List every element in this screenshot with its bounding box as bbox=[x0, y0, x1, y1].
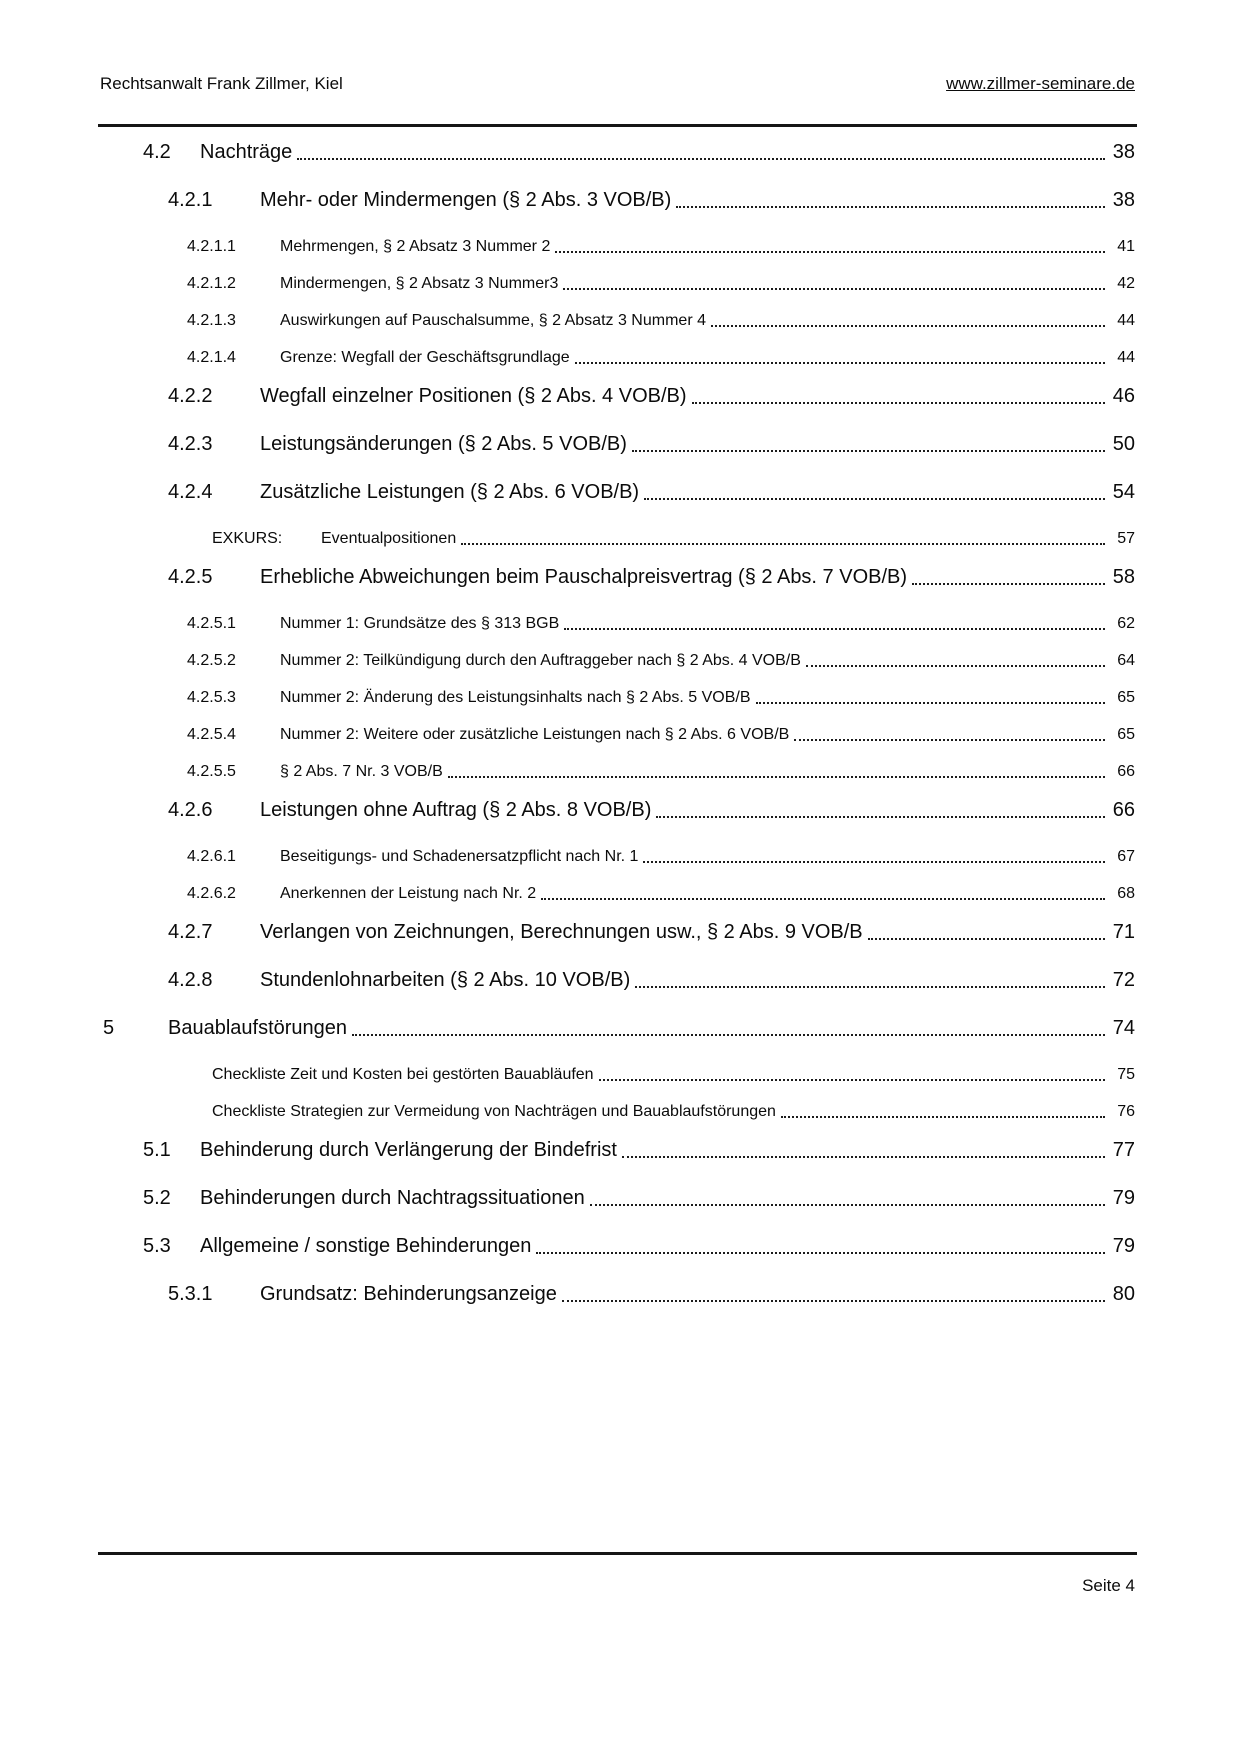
toc-entry[interactable] bbox=[100, 1138, 1135, 1163]
toc-entry-title: Behinderung durch Verlängerung der Bindefrist bbox=[200, 1139, 617, 1161]
dot-leader bbox=[541, 898, 1105, 900]
dot-leader bbox=[794, 739, 1105, 741]
toc-entry-number: 4.2.4 bbox=[168, 481, 213, 503]
toc-entry[interactable] bbox=[100, 273, 1135, 294]
toc-entry-title: Beseitigungs- und Schadenersatzpflicht nach Nr. 1 bbox=[280, 848, 639, 865]
toc-entry-number: 4.2.5.3 bbox=[187, 689, 236, 706]
toc-entry[interactable] bbox=[100, 236, 1135, 257]
dot-leader bbox=[575, 362, 1105, 364]
dot-leader bbox=[590, 1204, 1105, 1206]
dot-leader bbox=[536, 1252, 1105, 1254]
toc-entry-page: 64 bbox=[1117, 652, 1135, 669]
toc-entry-title: Verlangen von Zeichnungen, Berechnungen usw., § 2 Abs. 9 VOB/B bbox=[260, 921, 863, 943]
toc-entry-number: 4.2.2 bbox=[168, 385, 213, 407]
toc-entry-number: 5.3 bbox=[143, 1235, 171, 1257]
toc-entry-page: 67 bbox=[1117, 848, 1135, 865]
toc-entry-number: 4.2.8 bbox=[168, 969, 213, 991]
dot-leader bbox=[622, 1156, 1105, 1158]
dot-leader bbox=[806, 665, 1105, 667]
toc-entry-page: 57 bbox=[1117, 530, 1135, 547]
toc-entry[interactable] bbox=[100, 650, 1135, 671]
dot-leader bbox=[912, 583, 1105, 585]
toc-entry-title: Grenze: Wegfall der Geschäftsgrundlage bbox=[280, 349, 570, 366]
toc-entry-number: 5.1 bbox=[143, 1139, 171, 1161]
toc-entry-title: § 2 Abs. 7 Nr. 3 VOB/B bbox=[280, 763, 443, 780]
toc-entry-title: Mehr- oder Mindermengen (§ 2 Abs. 3 VOB/B) bbox=[260, 189, 672, 211]
toc-entry-title: Nummer 1: Grundsätze des § 313 BGB bbox=[280, 615, 560, 632]
toc-list bbox=[100, 140, 1135, 1330]
toc-entry-number: 4.2.1.2 bbox=[187, 275, 236, 292]
toc-entry[interactable] bbox=[100, 920, 1135, 945]
toc-entry-title: Leistungen ohne Auftrag (§ 2 Abs. 8 VOB/B) bbox=[260, 799, 652, 821]
toc-entry[interactable] bbox=[100, 432, 1135, 457]
toc-entry-page: 54 bbox=[1112, 481, 1135, 503]
toc-entry-title: Bauablaufstörungen bbox=[168, 1017, 348, 1039]
toc-entry-number: 5.3.1 bbox=[168, 1283, 213, 1305]
toc-entry-page: 41 bbox=[1117, 238, 1135, 255]
toc-entry[interactable] bbox=[100, 384, 1135, 409]
toc-entry-page: 38 bbox=[1112, 189, 1135, 211]
toc-entry-number: 4.2 bbox=[143, 141, 171, 163]
toc-entry[interactable] bbox=[100, 310, 1135, 331]
toc-entry[interactable] bbox=[100, 1282, 1135, 1307]
dot-leader bbox=[297, 158, 1105, 160]
dot-leader bbox=[656, 816, 1105, 818]
toc-entry-number: 4.2.7 bbox=[168, 921, 213, 943]
toc-entry-title: Nachträge bbox=[200, 141, 293, 163]
toc-entry-page: 65 bbox=[1117, 689, 1135, 706]
toc-entry-number: 4.2.5.2 bbox=[187, 652, 236, 669]
toc-entry-page: 74 bbox=[1112, 1017, 1135, 1039]
toc-entry[interactable] bbox=[100, 724, 1135, 745]
toc-entry[interactable] bbox=[100, 846, 1135, 867]
toc-entry-number: 4.2.1 bbox=[168, 189, 213, 211]
dot-leader bbox=[564, 628, 1105, 630]
dot-leader bbox=[555, 251, 1105, 253]
toc-entry-page: 68 bbox=[1117, 885, 1135, 902]
toc-entry-number: 5.2 bbox=[143, 1187, 171, 1209]
toc-entry-title: Grundsatz: Behinderungsanzeige bbox=[260, 1283, 557, 1305]
toc-entry[interactable] bbox=[100, 1064, 1135, 1085]
toc-entry-page: 65 bbox=[1117, 726, 1135, 743]
toc-entry[interactable] bbox=[100, 480, 1135, 505]
toc-entry[interactable] bbox=[100, 1016, 1135, 1041]
footer-rule bbox=[98, 1552, 1137, 1555]
toc-entry-page: 71 bbox=[1112, 921, 1135, 943]
toc-entry-title: Erhebliche Abweichungen beim Pauschalpreisvertrag (§ 2 Abs. 7 VOB/B) bbox=[260, 566, 908, 588]
toc-entry-title: Nummer 2: Änderung des Leistungsinhalts nach § 2 Abs. 5 VOB/B bbox=[280, 689, 751, 706]
dot-leader bbox=[643, 861, 1105, 863]
toc-entry[interactable] bbox=[100, 140, 1135, 165]
toc-entry-page: 66 bbox=[1117, 763, 1135, 780]
toc-entry-page: 62 bbox=[1117, 615, 1135, 632]
dot-leader bbox=[781, 1116, 1105, 1118]
toc-entry-page: 50 bbox=[1112, 433, 1135, 455]
dot-leader bbox=[635, 986, 1105, 988]
toc-entry-page: 80 bbox=[1112, 1283, 1135, 1305]
dot-leader bbox=[563, 288, 1105, 290]
dot-leader bbox=[562, 1300, 1105, 1302]
dot-leader bbox=[756, 702, 1106, 704]
toc-entry-title: Stundenlohnarbeiten (§ 2 Abs. 10 VOB/B) bbox=[260, 969, 631, 991]
toc-entry[interactable] bbox=[100, 883, 1135, 904]
toc-entry[interactable] bbox=[100, 798, 1135, 823]
toc-entry-number: 4.2.6 bbox=[168, 799, 213, 821]
toc-entry[interactable] bbox=[100, 528, 1135, 549]
toc-entry[interactable] bbox=[100, 687, 1135, 708]
dot-leader bbox=[448, 776, 1105, 778]
toc-entry-number: 4.2.6.2 bbox=[187, 885, 236, 902]
toc-entry-title: Eventualpositionen bbox=[321, 530, 457, 547]
header-rule bbox=[98, 124, 1137, 127]
toc-entry-number: 4.2.1.4 bbox=[187, 349, 236, 366]
dot-leader bbox=[632, 450, 1105, 452]
toc-entry-page: 77 bbox=[1112, 1139, 1135, 1161]
toc-entry-title: Nummer 2: Weitere oder zusätzliche Leistungen nach § 2 Abs. 6 VOB/B bbox=[280, 726, 790, 743]
toc-entry-title: Mehrmengen, § 2 Absatz 3 Nummer 2 bbox=[280, 238, 551, 255]
toc-entry-title: Auswirkungen auf Pauschalsumme, § 2 Absatz 3 Nummer 4 bbox=[280, 312, 706, 329]
toc-entry[interactable] bbox=[100, 347, 1135, 368]
toc-entry-number: 4.2.5.4 bbox=[187, 726, 236, 743]
toc-entry[interactable] bbox=[100, 188, 1135, 213]
dot-leader bbox=[676, 206, 1105, 208]
toc-entry-page: 58 bbox=[1112, 566, 1135, 588]
toc-entry-number: 4.2.5.5 bbox=[187, 763, 236, 780]
toc-entry-page: 46 bbox=[1112, 385, 1135, 407]
toc-entry-page: 38 bbox=[1112, 141, 1135, 163]
toc-entry-page: 44 bbox=[1117, 349, 1135, 366]
toc-entry-page: 72 bbox=[1112, 969, 1135, 991]
toc-entry-number: 4.2.1.1 bbox=[187, 238, 236, 255]
toc-entry-title: Allgemeine / sonstige Behinderungen bbox=[200, 1235, 532, 1257]
dot-leader bbox=[644, 498, 1105, 500]
toc-entry[interactable] bbox=[100, 1186, 1135, 1211]
toc-entry[interactable] bbox=[100, 565, 1135, 590]
toc-entry[interactable] bbox=[100, 613, 1135, 634]
toc-entry-number: 4.2.6.1 bbox=[187, 848, 236, 865]
dot-leader bbox=[352, 1034, 1105, 1036]
toc-entry-number: EXKURS: bbox=[212, 530, 283, 547]
toc-entry-title: Anerkennen der Leistung nach Nr. 2 bbox=[280, 885, 537, 902]
toc-entry-page: 79 bbox=[1112, 1235, 1135, 1257]
toc-entry-page: 44 bbox=[1117, 312, 1135, 329]
dot-leader bbox=[692, 402, 1105, 404]
toc-entry-title: Checkliste Zeit und Kosten bei gestörten Bauabläufen bbox=[212, 1066, 594, 1083]
toc-entry-number: 4.2.1.3 bbox=[187, 312, 236, 329]
toc-entry-page: 75 bbox=[1117, 1066, 1135, 1083]
toc-entry-title: Wegfall einzelner Positionen (§ 2 Abs. 4 VOB/B) bbox=[260, 385, 687, 407]
dot-leader bbox=[711, 325, 1105, 327]
toc-entry-page: 79 bbox=[1112, 1187, 1135, 1209]
dot-leader bbox=[461, 543, 1105, 545]
toc-entry-title: Mindermengen, § 2 Absatz 3 Nummer3 bbox=[280, 275, 559, 292]
toc-entry-page: 76 bbox=[1117, 1103, 1135, 1120]
dot-leader bbox=[868, 938, 1105, 940]
toc-entry[interactable] bbox=[100, 1234, 1135, 1259]
toc-entry[interactable] bbox=[100, 1101, 1135, 1122]
dot-leader bbox=[599, 1079, 1105, 1081]
footer-page-label: Seite 4 bbox=[1082, 1576, 1135, 1595]
toc-entry-page: 42 bbox=[1117, 275, 1135, 292]
header-website-link[interactable]: www.zillmer-seminare.de bbox=[946, 74, 1135, 93]
toc-entry-title: Nummer 2: Teilkündigung durch den Auftraggeber nach § 2 Abs. 4 VOB/B bbox=[280, 652, 801, 669]
toc-entry-number: 4.2.5.1 bbox=[187, 615, 236, 632]
toc-entry[interactable] bbox=[100, 968, 1135, 993]
toc-entry[interactable] bbox=[100, 761, 1135, 782]
toc-entry-title: Checkliste Strategien zur Vermeidung von Nachträgen und Bauablaufstörungen bbox=[212, 1103, 776, 1120]
toc-entry-number: 5 bbox=[103, 1017, 115, 1039]
toc-entry-page: 66 bbox=[1112, 799, 1135, 821]
header-author-line: Rechtsanwalt Frank Zillmer, Kiel bbox=[100, 74, 343, 93]
toc-entry-number: 4.2.5 bbox=[168, 566, 213, 588]
toc-entry-title: Zusätzliche Leistungen (§ 2 Abs. 6 VOB/B) bbox=[260, 481, 640, 503]
toc-entry-title: Behinderungen durch Nachtragssituationen bbox=[200, 1187, 585, 1209]
toc-entry-number: 4.2.3 bbox=[168, 433, 213, 455]
toc-entry-title: Leistungsänderungen (§ 2 Abs. 5 VOB/B) bbox=[260, 433, 627, 455]
